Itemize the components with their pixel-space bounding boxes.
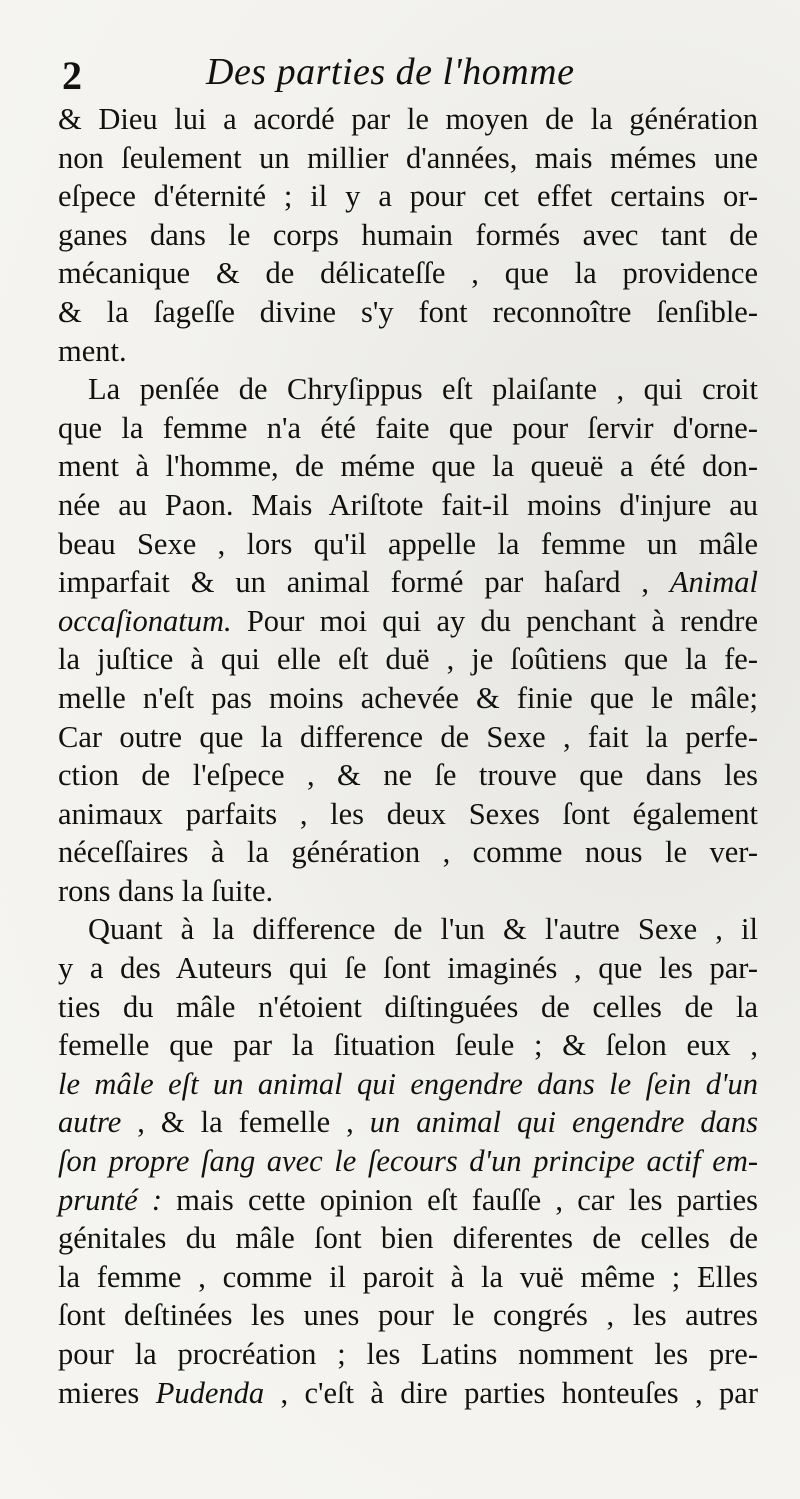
text-line-with-italic xyxy=(58,563,758,602)
text-line: que la femme n'a été faite que pour ſervir d'orne- xyxy=(58,410,758,445)
text-line: melle n'eſt pas moins achevée & finie que le mâle; xyxy=(58,680,758,715)
text-line: La penſée de Chryſippus eſt plaiſante , qui croit xyxy=(88,372,758,407)
text-line: mécanique & de délicateſſe , que la providence xyxy=(58,256,758,291)
italic-definition: le mâle eſt un animal qui engendre dans le ſein d'un xyxy=(58,1066,758,1101)
text-segment: , & la femelle , xyxy=(121,1105,370,1140)
text-line: ction de l'eſpece , & ne ſe trouve que dans les xyxy=(58,758,758,793)
italic-term: autre xyxy=(58,1105,122,1140)
text-line: pour la procréation ; les Latins nomment les pre- xyxy=(58,1337,758,1371)
running-head: Des parties de l'homme xyxy=(206,51,575,93)
text-line: génitales du mâle ſont bien diferentes de celles de xyxy=(58,1221,758,1256)
text-line: ganes dans le corps humain formés avec tant de xyxy=(58,217,758,252)
text-line: femelle que par la ſituation ſeule ; & ſelon eux , xyxy=(58,1028,758,1063)
text-line: y a des Auteurs qui ſe ſont imaginés , que les par- xyxy=(58,951,758,986)
text-segment: Pour moi qui ay du penchant à rendre xyxy=(231,603,758,638)
text-line: la femme , comme il paroit à la vuë même ; Elles xyxy=(58,1259,758,1294)
text-line: Car outre que la difference de Sexe , fait la perfe- xyxy=(58,719,758,754)
text-line-with-italic xyxy=(58,1181,758,1220)
text-line: née au Paon. Mais Ariſtote fait-il moins d'injure au xyxy=(58,487,758,522)
text-line-with-italic xyxy=(58,602,758,641)
text-line: la juſtice à qui elle eſt duë , je ſoûtiens que la fe- xyxy=(58,642,758,677)
text-line: & Dieu lui a acordé par le moyen de la génération xyxy=(58,102,758,136)
text-line: animaux parfaits , les deux Sexes ſont également xyxy=(58,796,758,831)
text-line: & la ſageſſe divine s'y font reconnoître ſenſible- xyxy=(58,294,758,329)
text-line-with-italic xyxy=(58,1374,758,1413)
text-line: ment. xyxy=(58,333,127,368)
text-segment: , c'eſt à dire parties honteuſes , par xyxy=(264,1375,758,1410)
text-line: ties du mâle n'étoient diſtinguées de celles de la xyxy=(58,989,758,1024)
text-line: rons dans la ſuite. xyxy=(58,873,274,908)
text-line: Quant à la difference de l'un & l'autre Sexe , il xyxy=(88,912,758,947)
text-line: ſont deſtinées les unes pour le congrés , les autres xyxy=(58,1298,758,1333)
text-segment: mieres xyxy=(58,1375,156,1410)
text-line-italic xyxy=(58,1142,758,1181)
text-line: non ſeulement un millier d'années, mais mémes une xyxy=(58,140,758,175)
italic-definition: un animal qui engendre dans xyxy=(369,1105,758,1140)
text-line-with-italic xyxy=(58,1103,758,1142)
text-line: ment à l'homme, de méme que la queuë a été don- xyxy=(58,449,758,484)
italic-term: occaſionatum. xyxy=(58,603,232,638)
text-line: eſpece d'éternité ; il y a pour cet effet certains or- xyxy=(58,179,758,214)
italic-term: Animal xyxy=(669,565,758,600)
text-line: néceſſaires à la génération , comme nous le ver- xyxy=(58,835,758,870)
italic-definition: ſon propre ſang avec le ſecours d'un principe actif em- xyxy=(58,1144,758,1179)
text-segment: imparfait & un animal formé par haſard , xyxy=(58,565,670,600)
text-line: beau Sexe , lors qu'il appelle la femme un mâle xyxy=(58,526,758,561)
page-number: 2 xyxy=(62,53,82,98)
page-header xyxy=(56,48,776,100)
text-segment: mais cette opinion eſt fauſſe , car les parties xyxy=(161,1182,758,1217)
text-line-italic xyxy=(58,1065,758,1104)
italic-term: Pudenda xyxy=(155,1375,265,1410)
italic-definition: prunté : xyxy=(58,1182,162,1217)
body-text xyxy=(58,100,758,1412)
